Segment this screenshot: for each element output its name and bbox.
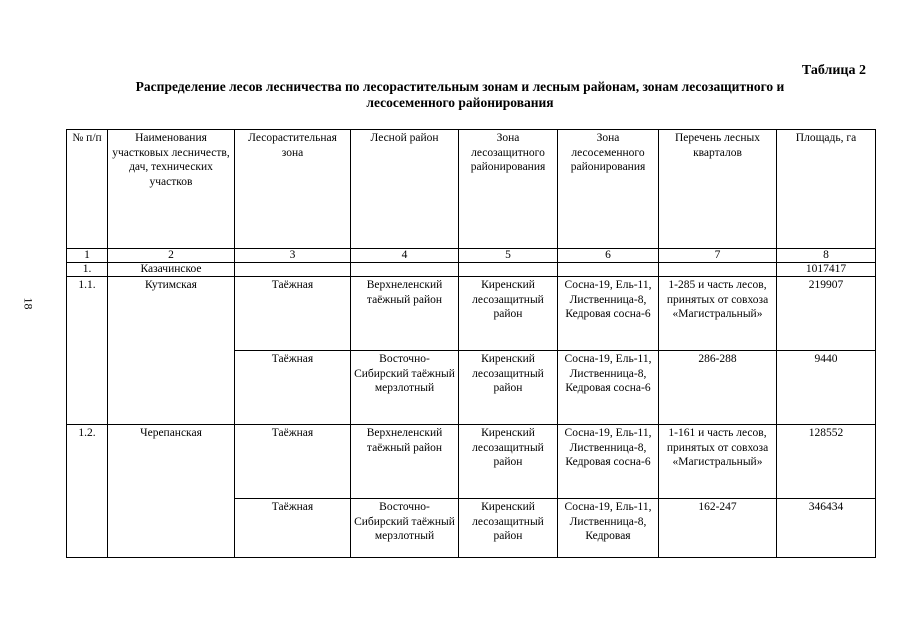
- area-value: 346434: [777, 499, 876, 558]
- area-value: 1017417: [777, 263, 876, 277]
- seed-zone: Сосна-19, Ель-11, Лиственница-8, Кедровая сосна-6: [558, 277, 659, 351]
- forestry-name: Казачинское: [108, 263, 235, 277]
- column-number: 6: [558, 249, 659, 263]
- forest-quarters: [659, 263, 777, 277]
- forest-region: Восточно-Сибирский таёжный мерзлотный: [351, 499, 459, 558]
- forest-region: [351, 263, 459, 277]
- table-row: [67, 277, 876, 351]
- forestry-name: Черепанская: [108, 425, 235, 499]
- protection-zone: Киренский лесозащитный район: [459, 499, 558, 558]
- forest-region: Верхнеленский таёжный район: [351, 425, 459, 499]
- protection-zone: Киренский лесозащитный район: [459, 351, 558, 425]
- forest-zone: Таёжная: [235, 351, 351, 425]
- forestry-name: [108, 351, 235, 425]
- row-number: 1.: [67, 263, 108, 277]
- column-number: 2: [108, 249, 235, 263]
- forestry-name: [108, 499, 235, 558]
- forest-quarters: 1-285 и часть лесов, принятых от совхоза «Магистральный»: [659, 277, 777, 351]
- forest-zone: [235, 263, 351, 277]
- protection-zone: Киренский лесозащитный район: [459, 425, 558, 499]
- table-row: [67, 499, 876, 558]
- header-cell-quarters: Перечень лесных кварталов: [659, 130, 777, 249]
- table-row: [67, 351, 876, 425]
- header-cell-seed-zone: Зона лесосеменного районирования: [558, 130, 659, 249]
- table-label: Таблица 2: [801, 63, 866, 78]
- seed-zone: [558, 263, 659, 277]
- seed-zone: Сосна-19, Ель-11, Лиственница-8, Кедровая сосна-6: [558, 351, 659, 425]
- seed-zone: Сосна-19, Ель-11, Лиственница-8, Кедровая сосна-6: [558, 425, 659, 499]
- row-number: 1.1.: [67, 277, 108, 351]
- column-number: 1: [67, 249, 108, 263]
- column-number: 3: [235, 249, 351, 263]
- area-value: 9440: [777, 351, 876, 425]
- forest-quarters: 1-161 и часть лесов, принятых от совхоза «Магистральный»: [659, 425, 777, 499]
- column-number: 8: [777, 249, 876, 263]
- forestry-name: Кутимская: [108, 277, 235, 351]
- page-number: 18: [21, 297, 36, 310]
- column-number: 5: [459, 249, 558, 263]
- column-number: 7: [659, 249, 777, 263]
- forest-zone: Таёжная: [235, 499, 351, 558]
- column-number: 4: [351, 249, 459, 263]
- header-cell-zone: Лесорастительная зона: [235, 130, 351, 249]
- row-number: [67, 351, 108, 425]
- header-row: [67, 130, 876, 249]
- area-value: 128552: [777, 425, 876, 499]
- header-cell-area: Площадь, га: [777, 130, 876, 249]
- table-row: [67, 263, 876, 277]
- row-number: [67, 499, 108, 558]
- seed-zone: Сосна-19, Ель-11, Лиственница-8, Кедровая: [558, 499, 659, 558]
- forest-zone: Таёжная: [235, 425, 351, 499]
- area-value: 219907: [777, 277, 876, 351]
- forest-quarters: 286-288: [659, 351, 777, 425]
- protection-zone: Киренский лесозащитный район: [459, 277, 558, 351]
- header-cell-number: № п/п: [67, 130, 108, 249]
- forest-quarters: 162-247: [659, 499, 777, 558]
- document-title: Распределение лесов лесничества по лесорастительным зонам и лесным районам, зонам лесозащитного и лесосеменного районирования: [135, 79, 785, 110]
- protection-zone: [459, 263, 558, 277]
- header-cell-protection-zone: Зона лесозащитного районирования: [459, 130, 558, 249]
- row-number: 1.2.: [67, 425, 108, 499]
- forest-region: Верхнеленский таёжный район: [351, 277, 459, 351]
- forest-distribution-table: [66, 129, 876, 558]
- header-cell-name: Наименования участковых лесничеств, дач, технических участков: [108, 130, 235, 249]
- column-number-row: [67, 249, 876, 263]
- forest-zone: Таёжная: [235, 277, 351, 351]
- table-row: [67, 425, 876, 499]
- forest-region: Восточно-Сибирский таёжный мерзлотный: [351, 351, 459, 425]
- header-cell-region: Лесной район: [351, 130, 459, 249]
